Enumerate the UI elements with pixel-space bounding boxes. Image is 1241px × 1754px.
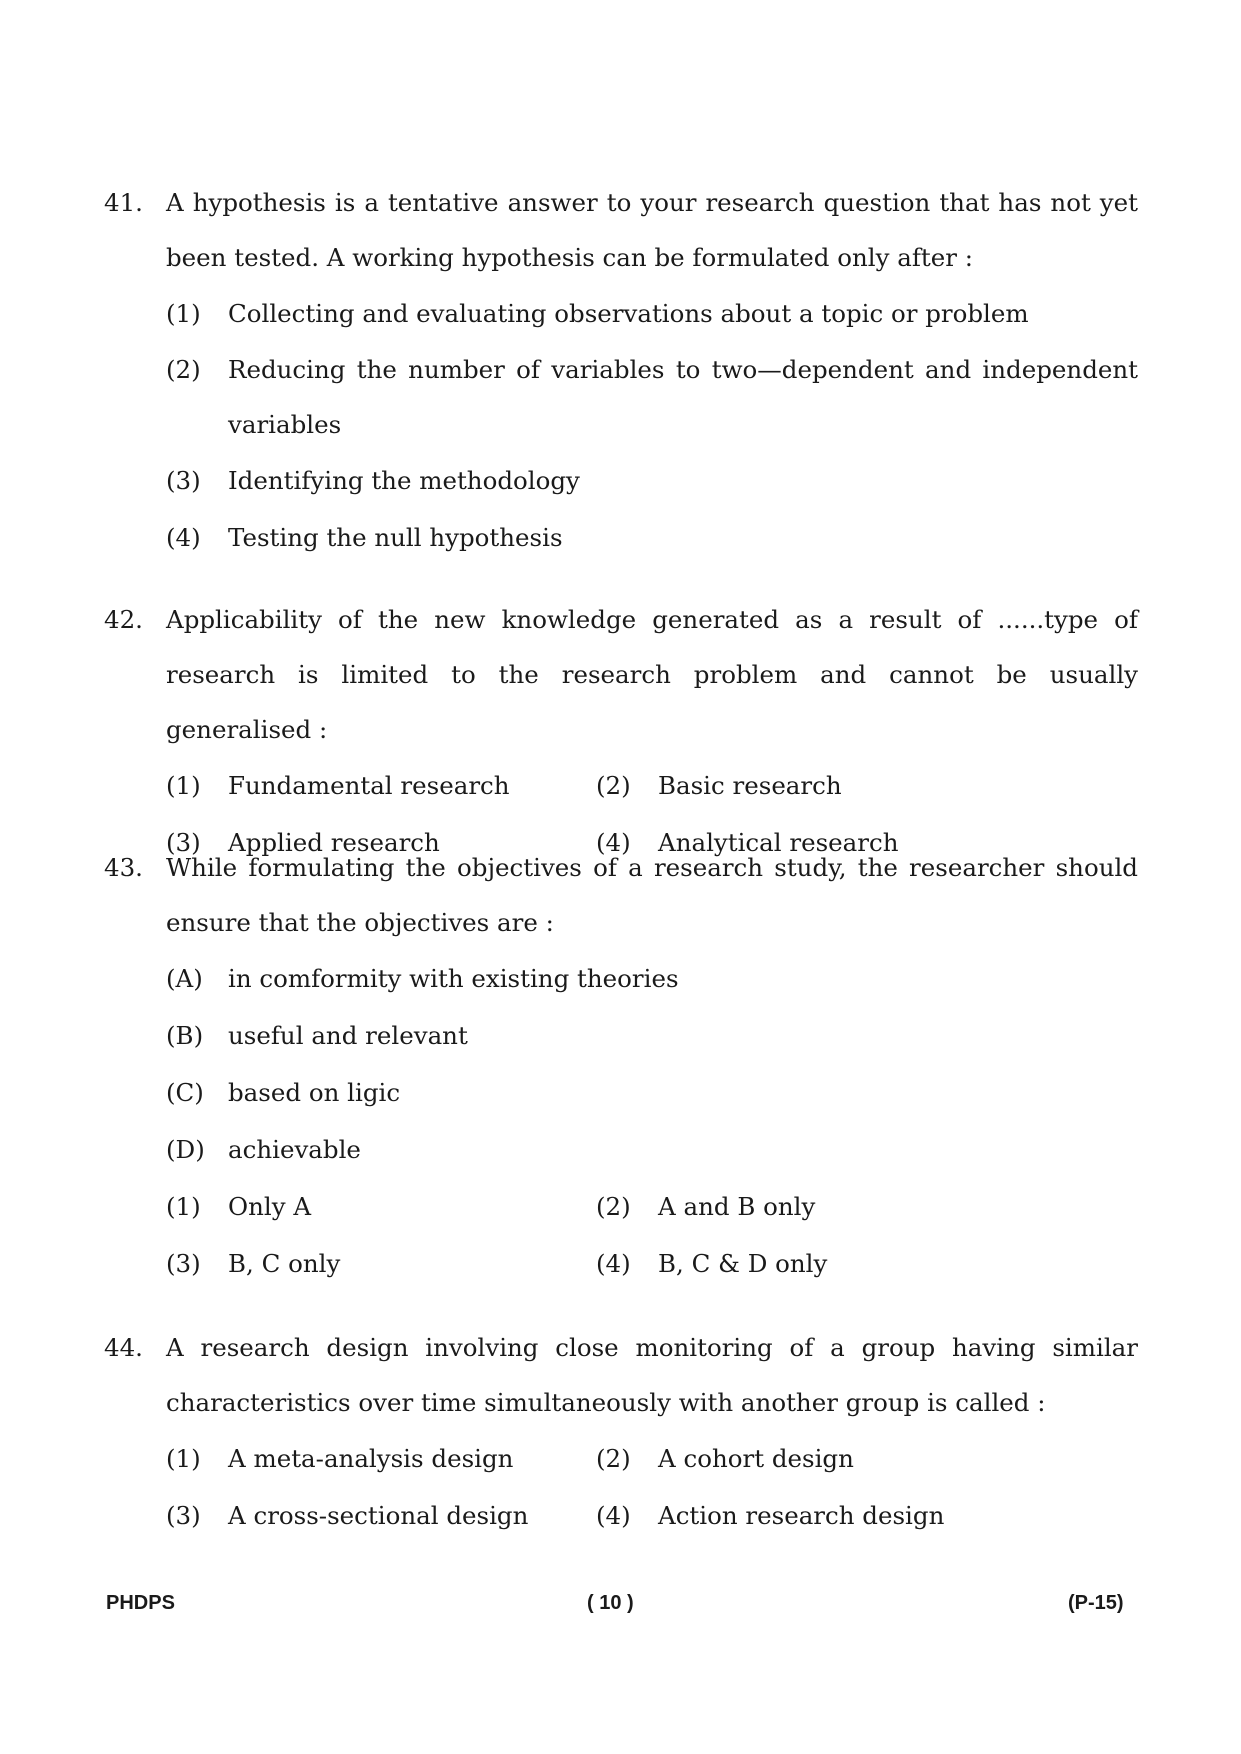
statement bbox=[166, 1121, 1138, 1178]
question-text: A research design involving close monitoring of a group having similar characteristics over time simultaneously with another group is called : bbox=[166, 1333, 1138, 1417]
option-text: Fundamental research bbox=[228, 771, 510, 800]
option-text: Only A bbox=[228, 1192, 312, 1221]
option-label: (4) bbox=[596, 828, 631, 857]
option-label: (1) bbox=[166, 299, 201, 328]
option-label: (3) bbox=[166, 1249, 201, 1278]
statement-label: (C) bbox=[166, 1078, 204, 1107]
statement bbox=[166, 1064, 1138, 1121]
statement-text: based on ligic bbox=[228, 1078, 401, 1107]
option-text: B, C & D only bbox=[658, 1249, 828, 1278]
option-label: (2) bbox=[166, 355, 201, 384]
option-text: Analytical research bbox=[658, 828, 899, 857]
statement-label: (D) bbox=[166, 1135, 205, 1164]
question-number: 43. bbox=[104, 853, 143, 882]
option-label: (4) bbox=[166, 523, 201, 552]
option-text: A cohort design bbox=[658, 1444, 854, 1473]
question-number: 42. bbox=[104, 605, 143, 634]
statement bbox=[166, 950, 1138, 1007]
statements-list bbox=[166, 950, 1138, 1178]
question-42 bbox=[104, 592, 1138, 871]
statement-label: (A) bbox=[166, 964, 203, 993]
footer-paper-code: (P-15) bbox=[1068, 1592, 1124, 1614]
option-row bbox=[166, 757, 1138, 814]
option bbox=[166, 285, 1138, 342]
option-text: Action research design bbox=[658, 1501, 945, 1530]
option-text: Reducing the number of variables to two—dependent and independent variables bbox=[228, 355, 1138, 439]
option bbox=[166, 509, 1138, 566]
option-label: (3) bbox=[166, 828, 201, 857]
option-text: Testing the null hypothesis bbox=[228, 523, 563, 552]
statement-text: in comformity with existing theories bbox=[228, 964, 679, 993]
option-label: (4) bbox=[596, 1501, 631, 1530]
statement-text: useful and relevant bbox=[228, 1021, 468, 1050]
options-list bbox=[166, 1178, 1138, 1292]
question-44 bbox=[104, 1320, 1138, 1544]
option-text: Identifying the methodology bbox=[228, 466, 580, 495]
question-text: While formulating the objectives of a research study, the researcher should ensure that the objectives are : bbox=[166, 853, 1138, 937]
option-label: (2) bbox=[596, 1192, 631, 1221]
statement-text: achievable bbox=[228, 1135, 361, 1164]
options-list bbox=[166, 285, 1138, 566]
question-text: Applicability of the new knowledge generated as a result of ......type of research is limited to the research problem and cannot be usually generalised : bbox=[166, 605, 1138, 744]
option-text: A meta-analysis design bbox=[228, 1444, 514, 1473]
option-label: (1) bbox=[166, 771, 201, 800]
question-number: 44. bbox=[104, 1333, 143, 1362]
option-label: (3) bbox=[166, 1501, 201, 1530]
option-text: A cross-sectional design bbox=[228, 1501, 529, 1530]
option-row bbox=[166, 1235, 1138, 1292]
option bbox=[166, 342, 1138, 452]
option bbox=[166, 452, 1138, 509]
option-row bbox=[166, 1178, 1138, 1235]
option-text: Applied research bbox=[228, 828, 440, 857]
option-label: (4) bbox=[596, 1249, 631, 1278]
options-list bbox=[166, 1430, 1138, 1544]
option-text: B, C only bbox=[228, 1249, 341, 1278]
question-43 bbox=[104, 840, 1138, 1292]
footer-page-number: ( 10 ) bbox=[587, 1592, 634, 1614]
question-text: A hypothesis is a tentative answer to your research question that has not yet been tested. A working hypothesis can be formulated only after : bbox=[166, 188, 1138, 272]
option-text: A and B only bbox=[658, 1192, 816, 1221]
option-label: (2) bbox=[596, 1444, 631, 1473]
question-number: 41. bbox=[104, 188, 143, 217]
statement-label: (B) bbox=[166, 1021, 204, 1050]
footer-code: PHDPS bbox=[106, 1592, 175, 1614]
option-label: (1) bbox=[166, 1444, 201, 1473]
option-label: (3) bbox=[166, 466, 201, 495]
option-row bbox=[166, 1487, 1138, 1544]
option-label: (2) bbox=[596, 771, 631, 800]
statement bbox=[166, 1007, 1138, 1064]
option-text: Basic research bbox=[658, 771, 842, 800]
question-41 bbox=[104, 175, 1138, 566]
option-text: Collecting and evaluating observations about a topic or problem bbox=[228, 299, 1029, 328]
option-row bbox=[166, 1430, 1138, 1487]
option-label: (1) bbox=[166, 1192, 201, 1221]
